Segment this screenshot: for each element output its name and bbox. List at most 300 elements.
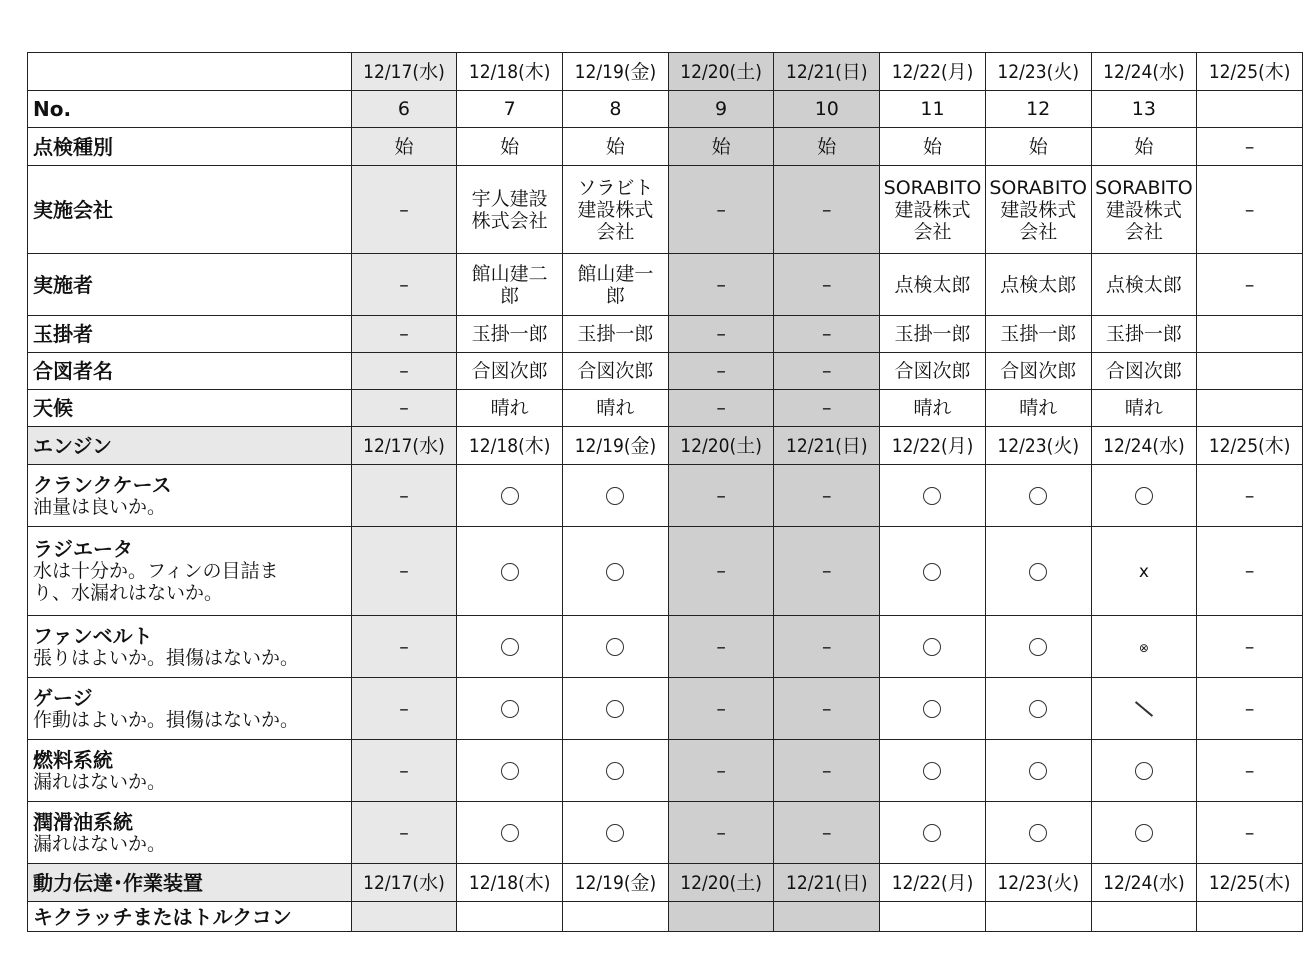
check-mark-cell [774, 902, 880, 932]
dash-mark: – [716, 759, 726, 782]
info-cell [668, 128, 774, 166]
info-cell [985, 254, 1091, 316]
check-mark-cell [351, 465, 457, 527]
section-title [28, 427, 352, 465]
date-label: 12/20(土) [680, 871, 762, 894]
date-header-cell [457, 53, 563, 91]
info-value: 12 [1026, 98, 1051, 120]
section-title-text: 動力伝達･作業装置 [33, 870, 203, 895]
row-label-text: 実施会社 [33, 197, 113, 222]
check-mark-cell [457, 465, 563, 527]
info-value: 7 [503, 98, 516, 120]
info-value: – [399, 323, 409, 345]
check-item-name: ファンベルト [33, 623, 153, 648]
date-label: 12/22(月) [891, 871, 974, 894]
info-cell [563, 316, 669, 353]
info-cell [880, 128, 986, 166]
fail-x-mark: x [1138, 561, 1149, 582]
info-value: 13 [1131, 98, 1156, 120]
check-item-name: ゲージ [33, 685, 93, 710]
info-cell [351, 91, 457, 128]
check-mark-cell [1091, 678, 1197, 740]
row-label [28, 353, 352, 390]
date-header-cell [668, 864, 774, 902]
info-cell [985, 353, 1091, 390]
info-value: 始 [817, 135, 837, 158]
info-value: – [1244, 198, 1255, 221]
check-item-name: ラジエータ [33, 537, 133, 561]
info-value: – [1244, 135, 1255, 158]
date-label: 12/24(水) [1103, 60, 1185, 83]
info-cell [985, 128, 1091, 166]
date-header-cell [880, 864, 986, 902]
info-value: 始 [711, 135, 731, 158]
date-header-cell [668, 53, 774, 91]
info-value: – [716, 198, 726, 221]
ok-circle-icon [606, 824, 624, 842]
check-item-row [28, 678, 1303, 740]
info-value: 晴れ [913, 397, 952, 419]
info-value: – [822, 360, 832, 382]
info-value: ソラビト 建設株式 会社 [577, 176, 654, 243]
check-mark-cell [774, 802, 880, 864]
date-label: 12/20(土) [680, 434, 762, 457]
date-header-cell [351, 53, 457, 91]
check-item-desc: 張りはよいか。損傷はないか。 [33, 646, 300, 669]
row-label-text: 玉掛者 [33, 322, 93, 346]
row-label-text: 点検種別 [33, 134, 113, 159]
info-cell [668, 166, 774, 254]
date-header-cell [985, 427, 1091, 465]
info-value: 11 [920, 98, 945, 120]
row-label [28, 128, 352, 166]
check-mark-cell [880, 740, 986, 802]
check-mark-cell [351, 740, 457, 802]
check-mark-cell [457, 527, 563, 616]
date-label: 12/20(土) [680, 60, 762, 83]
date-header-cell [351, 427, 457, 465]
row-label-text: 実施者 [33, 272, 93, 297]
ok-circle-icon [1135, 824, 1153, 842]
ok-circle-icon [923, 700, 941, 718]
check-mark-cell [457, 902, 563, 932]
ok-circle-icon [1029, 824, 1047, 842]
info-value: 始 [605, 135, 625, 158]
date-header-cell [457, 427, 563, 465]
info-cell [880, 91, 986, 128]
check-mark-cell [351, 678, 457, 740]
date-label: 12/17(水) [363, 871, 445, 894]
section-title-text: エンジン [33, 433, 112, 458]
ok-circle-icon [1029, 700, 1047, 718]
info-value: – [822, 198, 832, 221]
row-label-text: 合図者名 [33, 359, 113, 383]
dash-mark: – [399, 821, 409, 844]
dash-mark: – [399, 759, 409, 782]
info-value: 玉掛一郎 [1000, 323, 1077, 345]
date-header-cell [985, 864, 1091, 902]
check-mark-cell [774, 465, 880, 527]
check-item-name: キクラッチまたはトルクコン [33, 904, 292, 929]
check-mark-cell [774, 678, 880, 740]
ok-circle-icon [923, 824, 941, 842]
info-value: – [399, 273, 409, 296]
dash-mark: – [399, 697, 409, 720]
inspection-table [27, 52, 1303, 932]
check-mark-cell [668, 616, 774, 678]
ok-circle-icon [923, 563, 941, 581]
date-label: 12/23(火) [997, 871, 1079, 894]
info-value: SORABITO 建設株式 会社 [989, 176, 1088, 243]
check-item-desc: 漏れはないか。 [33, 832, 167, 855]
ok-circle-icon [501, 824, 519, 842]
info-cell [457, 353, 563, 390]
date-label: 12/24(水) [1103, 871, 1185, 894]
info-value: 10 [814, 98, 839, 120]
date-label: 12/18(木) [468, 60, 551, 83]
info-row [28, 128, 1303, 166]
check-item-desc: 油量は良いか。 [33, 495, 167, 518]
dash-mark: – [1244, 560, 1255, 582]
dash-mark: – [1244, 697, 1255, 720]
date-label: 12/19(金) [574, 434, 657, 457]
check-mark-cell [457, 678, 563, 740]
info-cell [774, 316, 880, 353]
info-cell [1091, 128, 1197, 166]
check-mark-cell [1091, 902, 1197, 932]
ok-circle-icon [501, 700, 519, 718]
info-row [28, 316, 1303, 353]
ok-circle-icon [501, 762, 519, 780]
info-cell [774, 353, 880, 390]
check-mark-cell [985, 616, 1091, 678]
info-value: 合図次郎 [894, 360, 971, 382]
date-header-cell [1091, 864, 1197, 902]
info-cell [774, 254, 880, 316]
check-item-desc: 漏れはないか。 [33, 770, 167, 793]
dash-mark: – [1244, 759, 1255, 782]
check-mark-cell [1091, 740, 1197, 802]
info-value: – [822, 323, 832, 345]
row-label [28, 254, 352, 316]
info-value: 8 [609, 98, 622, 120]
check-mark-cell [880, 527, 986, 616]
info-value: 点検太郎 [1105, 273, 1182, 296]
date-label: 12/21(日) [785, 871, 868, 894]
info-value: 玉掛一郎 [894, 323, 971, 345]
ok-circle-icon [1029, 638, 1047, 656]
row-label [28, 390, 352, 427]
info-cell [1091, 390, 1197, 427]
info-cell [668, 91, 774, 128]
info-cell [351, 128, 457, 166]
check-mark-cell [774, 616, 880, 678]
info-value: – [716, 323, 726, 345]
section-title [28, 864, 352, 902]
info-cell [457, 390, 563, 427]
check-mark-cell [1197, 678, 1303, 740]
info-value: 玉掛一郎 [1105, 323, 1182, 345]
info-value: 点検太郎 [1000, 273, 1077, 296]
info-value: – [716, 360, 726, 382]
check-mark-cell [563, 527, 669, 616]
dash-mark: – [822, 635, 832, 658]
row-label [28, 166, 352, 254]
check-mark-cell [1197, 740, 1303, 802]
check-item-row [28, 802, 1303, 864]
dash-mark: – [399, 560, 409, 582]
date-header-cell [351, 864, 457, 902]
info-value: 合図次郎 [1000, 360, 1077, 382]
check-item-row [28, 465, 1303, 527]
dash-mark: – [716, 821, 726, 844]
info-cell [1091, 166, 1197, 254]
date-label: 12/21(日) [785, 434, 868, 457]
inspection-sheet [27, 52, 1291, 932]
info-value: SORABITO 建設株式 会社 [883, 176, 982, 243]
info-cell [351, 390, 457, 427]
info-value: 始 [1134, 135, 1154, 158]
ok-circle-icon [1135, 487, 1153, 505]
row-label-text: 天候 [33, 396, 73, 420]
info-value: 玉掛一郎 [577, 323, 654, 345]
info-cell [774, 128, 880, 166]
date-header-cell [774, 427, 880, 465]
check-item-desc: 水は十分か。フィンの目詰ま り、水漏れはないか。 [33, 560, 279, 604]
info-cell [1091, 316, 1197, 353]
info-cell [1091, 353, 1197, 390]
check-mark-cell [1197, 527, 1303, 616]
check-mark-cell [668, 527, 774, 616]
row-label [28, 91, 352, 128]
info-cell [880, 166, 986, 254]
check-mark-cell [563, 802, 669, 864]
check-mark-cell [985, 740, 1091, 802]
check-mark-cell [563, 740, 669, 802]
check-item-row [28, 902, 1303, 932]
info-cell [1197, 166, 1303, 254]
info-cell [563, 91, 669, 128]
check-mark-cell [457, 740, 563, 802]
info-value: 晴れ [1019, 397, 1058, 419]
date-header-cell [457, 864, 563, 902]
info-cell [1197, 254, 1303, 316]
info-value: 館山建一 郎 [577, 262, 654, 307]
info-value: 晴れ [490, 397, 529, 419]
check-item-row [28, 740, 1303, 802]
check-mark-cell [880, 465, 986, 527]
date-header-cell [880, 53, 986, 91]
check-mark-cell [1091, 802, 1197, 864]
info-row [28, 254, 1303, 316]
info-value: 始 [394, 135, 414, 158]
dash-mark: – [1244, 821, 1255, 844]
check-item-row [28, 616, 1303, 678]
info-cell [985, 91, 1091, 128]
info-cell [351, 316, 457, 353]
dash-mark: – [1244, 484, 1255, 507]
info-cell [1197, 316, 1303, 353]
date-header-cell [563, 864, 669, 902]
info-value: – [822, 397, 832, 419]
info-value: 6 [397, 98, 411, 120]
dash-mark: – [822, 821, 832, 844]
ok-circle-icon [1029, 487, 1047, 505]
dash-mark: – [399, 484, 409, 507]
check-mark-cell [880, 678, 986, 740]
check-mark-cell [1197, 802, 1303, 864]
check-mark-cell [457, 616, 563, 678]
check-item-label [28, 678, 352, 740]
info-value: 点検太郎 [894, 273, 971, 296]
info-cell [457, 254, 563, 316]
info-value: 合図次郎 [577, 360, 654, 382]
check-mark-cell [1197, 616, 1303, 678]
check-mark-cell [563, 902, 669, 932]
info-row [28, 390, 1303, 427]
dash-mark: – [716, 484, 726, 507]
check-item-name: 燃料系統 [33, 747, 113, 772]
dash-mark: – [822, 560, 832, 582]
date-header-cell [563, 53, 669, 91]
info-cell [774, 390, 880, 427]
check-mark-cell [880, 802, 986, 864]
info-cell [563, 254, 669, 316]
info-value: 玉掛一郎 [471, 323, 548, 345]
slash-mark-icon [1135, 701, 1153, 717]
date-header-cell [1197, 864, 1303, 902]
check-mark-cell [351, 902, 457, 932]
check-mark-cell [880, 616, 986, 678]
dash-mark: – [822, 759, 832, 782]
date-label: 12/22(月) [891, 434, 974, 457]
check-item-desc: 作動はよいか。損傷はないか。 [33, 708, 300, 731]
check-item-row [28, 527, 1303, 616]
check-mark-cell [668, 678, 774, 740]
info-row [28, 353, 1303, 390]
check-mark-cell [1091, 616, 1197, 678]
ok-circle-icon [923, 487, 941, 505]
info-value: 宇人建設 株式会社 [471, 187, 548, 232]
info-cell [1091, 91, 1197, 128]
check-mark-cell [563, 465, 669, 527]
info-cell [668, 316, 774, 353]
check-mark-cell [457, 802, 563, 864]
date-label: 12/25(木) [1208, 871, 1291, 894]
ok-circle-icon [501, 487, 519, 505]
info-value: 館山建二 郎 [471, 262, 548, 307]
date-header-cell [1091, 53, 1197, 91]
info-cell [457, 166, 563, 254]
ok-circle-icon [1135, 762, 1153, 780]
date-header-row [28, 864, 1303, 902]
ok-circle-icon [923, 762, 941, 780]
ok-circle-icon [606, 487, 624, 505]
check-mark-cell [351, 802, 457, 864]
check-mark-cell [774, 740, 880, 802]
date-label: 12/22(月) [891, 60, 974, 83]
info-value: – [399, 397, 409, 419]
dash-mark: – [1244, 635, 1255, 658]
info-value: – [822, 273, 832, 296]
dash-mark: – [716, 635, 726, 658]
date-label: 12/17(水) [363, 60, 445, 83]
date-label: 12/21(日) [785, 60, 868, 83]
date-label: 12/17(水) [363, 434, 445, 457]
info-cell [668, 353, 774, 390]
date-label: 12/23(火) [997, 434, 1079, 457]
dash-mark: – [716, 697, 726, 720]
check-mark-cell [985, 902, 1091, 932]
check-mark-cell [985, 802, 1091, 864]
ok-circle-icon [606, 762, 624, 780]
info-cell [457, 91, 563, 128]
check-mark-cell [774, 527, 880, 616]
check-item-label [28, 465, 352, 527]
check-mark-cell [985, 678, 1091, 740]
info-cell [985, 166, 1091, 254]
info-cell [457, 128, 563, 166]
info-value: – [399, 360, 409, 382]
ok-circle-icon [1029, 563, 1047, 581]
check-mark-cell [1197, 465, 1303, 527]
info-value: 晴れ [1124, 397, 1163, 419]
date-header-cell [668, 427, 774, 465]
check-mark-cell [985, 527, 1091, 616]
info-cell [563, 390, 669, 427]
info-cell [774, 91, 880, 128]
info-cell [1197, 128, 1303, 166]
check-mark-cell [880, 902, 986, 932]
info-value: 合図次郎 [1105, 360, 1182, 382]
info-value: 始 [1028, 135, 1048, 158]
check-mark-cell [351, 527, 457, 616]
info-cell [1091, 254, 1197, 316]
check-item-label [28, 740, 352, 802]
date-label: 12/25(木) [1208, 434, 1291, 457]
check-item-label [28, 527, 352, 616]
date-label: 12/19(金) [574, 60, 657, 83]
date-header-cell [1197, 53, 1303, 91]
info-cell [351, 353, 457, 390]
info-value: – [399, 198, 409, 221]
date-header-cell [985, 53, 1091, 91]
ok-circle-icon [1029, 762, 1047, 780]
info-cell [880, 353, 986, 390]
info-value: 合図次郎 [471, 360, 548, 382]
check-mark-cell [1091, 465, 1197, 527]
info-row [28, 166, 1303, 254]
date-label: 12/25(木) [1208, 60, 1291, 83]
info-value: 晴れ [596, 397, 635, 419]
date-label: 12/18(木) [468, 434, 551, 457]
info-value: SORABITO 建設株式 会社 [1095, 176, 1193, 243]
info-cell [668, 390, 774, 427]
info-row [28, 91, 1303, 128]
info-cell [457, 316, 563, 353]
info-cell [563, 353, 669, 390]
ok-circle-icon [606, 700, 624, 718]
dash-mark: – [822, 697, 832, 720]
date-header-cell [1091, 427, 1197, 465]
dash-mark: – [716, 560, 726, 582]
check-item-label [28, 902, 352, 932]
info-cell [563, 166, 669, 254]
check-item-label [28, 616, 352, 678]
check-mark-cell [563, 616, 669, 678]
date-label: 12/23(火) [997, 60, 1079, 83]
date-label: 12/18(木) [468, 871, 551, 894]
